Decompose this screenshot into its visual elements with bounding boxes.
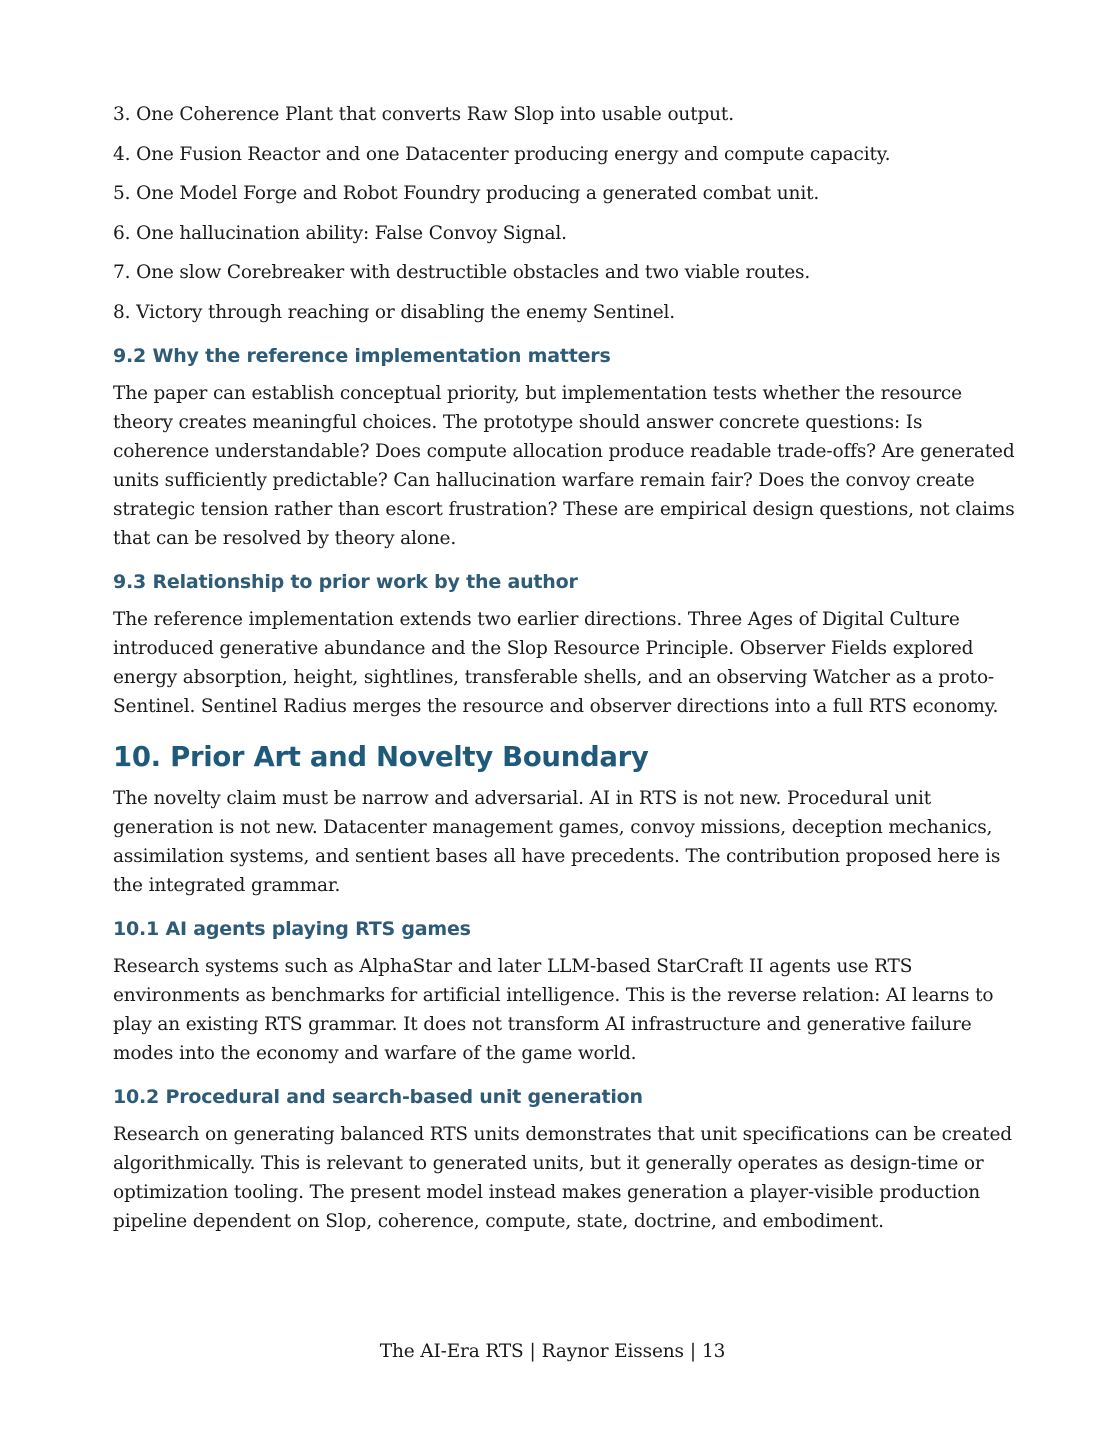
section-heading-9-2: 9.2 Why the reference implementation matters bbox=[113, 344, 611, 367]
footer-title: The AI-Era RTS bbox=[379, 1341, 524, 1362]
paragraph-line: pipeline dependent on Slop, coherence, compute, state, doctrine, and embodiment. bbox=[113, 1210, 884, 1232]
list-item: 5. One Model Forge and Robot Foundry producing a generated combat unit. bbox=[113, 183, 820, 204]
paragraph-line: theory creates meaningful choices. The prototype should answer concrete questions: Is bbox=[113, 411, 923, 433]
paragraph-line: generation is not new. Datacenter management games, convoy missions, deception mechanics, bbox=[113, 816, 993, 838]
paragraph-line: coherence understandable? Does compute allocation produce readable trade-offs? Are generated bbox=[113, 440, 1015, 462]
paragraph-line: optimization tooling. The present model instead makes generation a player-visible production bbox=[113, 1181, 981, 1203]
paragraph-9-2 bbox=[113, 379, 1015, 553]
paragraph-line: that can be resolved by theory alone. bbox=[113, 527, 457, 549]
footer-author: Raynor Eissens bbox=[541, 1341, 684, 1362]
section-heading-9-3: 9.3 Relationship to prior work by the author bbox=[113, 570, 578, 593]
paragraph-line: energy absorption, height, sightlines, transferable shells, and an observing Watcher as a proto- bbox=[113, 666, 995, 688]
paragraph-line: Research systems such as AlphaStar and later LLM-based StarCraft II agents use RTS bbox=[113, 955, 913, 977]
chapter-heading-10: 10. Prior Art and Novelty Boundary bbox=[113, 740, 649, 773]
section-heading-10-2: 10.2 Procedural and search-based unit generation bbox=[113, 1085, 643, 1108]
paragraph-line: the integrated grammar. bbox=[113, 874, 341, 896]
paragraph-line: Research on generating balanced RTS units demonstrates that unit specifications can be created bbox=[113, 1123, 1012, 1145]
paragraph-line: The reference implementation extends two earlier directions. Three Ages of Digital Culture bbox=[113, 608, 960, 630]
list-item: 8. Victory through reaching or disabling the enemy Sentinel. bbox=[113, 301, 675, 323]
paragraph-line: Sentinel. Sentinel Radius merges the resource and observer directions into a full RTS economy. bbox=[113, 695, 999, 717]
paragraph-10 bbox=[113, 784, 1001, 900]
paragraph-line: play an existing RTS grammar. It does not transform AI infrastructure and generative failure bbox=[113, 1013, 972, 1035]
footer-separator: | bbox=[689, 1341, 696, 1362]
paragraph-line: modes into the economy and warfare of the game world. bbox=[113, 1042, 637, 1064]
page-number: 13 bbox=[702, 1341, 726, 1362]
list-item: 7. One slow Corebreaker with destructible obstacles and two viable routes. bbox=[113, 262, 811, 283]
paragraph-line: strategic tension rather than escort frustration? These are empirical design questions, not claims bbox=[113, 498, 1015, 520]
paragraph-line: The novelty claim must be narrow and adversarial. AI in RTS is not new. Procedural unit bbox=[113, 787, 932, 809]
paragraph-line: assimilation systems, and sentient bases all have precedents. The contribution proposed here is bbox=[113, 845, 1001, 867]
paragraph-10-1 bbox=[113, 952, 993, 1068]
paragraph-line: units sufficiently predictable? Can hallucination warfare remain fair? Does the convoy create bbox=[113, 469, 975, 491]
paragraph-line: algorithmically. This is relevant to generated units, but it generally operates as design-time or bbox=[113, 1152, 984, 1174]
section-heading-10-1: 10.1 AI agents playing RTS games bbox=[113, 917, 471, 940]
list-item: 3. One Coherence Plant that converts Raw Slop into usable output. bbox=[113, 104, 734, 125]
paragraph-9-3 bbox=[113, 605, 999, 721]
numbered-list bbox=[113, 100, 993, 327]
paragraph-10-2 bbox=[113, 1120, 1012, 1236]
paragraph-line: introduced generative abundance and the Slop Resource Principle. Observer Fields explored bbox=[113, 637, 974, 659]
list-item: 6. One hallucination ability: False Convoy Signal. bbox=[113, 222, 567, 244]
footer-separator: | bbox=[529, 1341, 536, 1362]
page-content bbox=[113, 100, 1015, 1246]
paragraph-line: environments as benchmarks for artificial intelligence. This is the reverse relation: AI learns to bbox=[113, 984, 994, 1006]
paragraph-line: The paper can establish conceptual priority, but implementation tests whether the resource bbox=[113, 382, 962, 404]
list-item: 4. One Fusion Reactor and one Datacenter producing energy and compute capacity. bbox=[113, 143, 891, 165]
page-footer bbox=[0, 1338, 1105, 1366]
